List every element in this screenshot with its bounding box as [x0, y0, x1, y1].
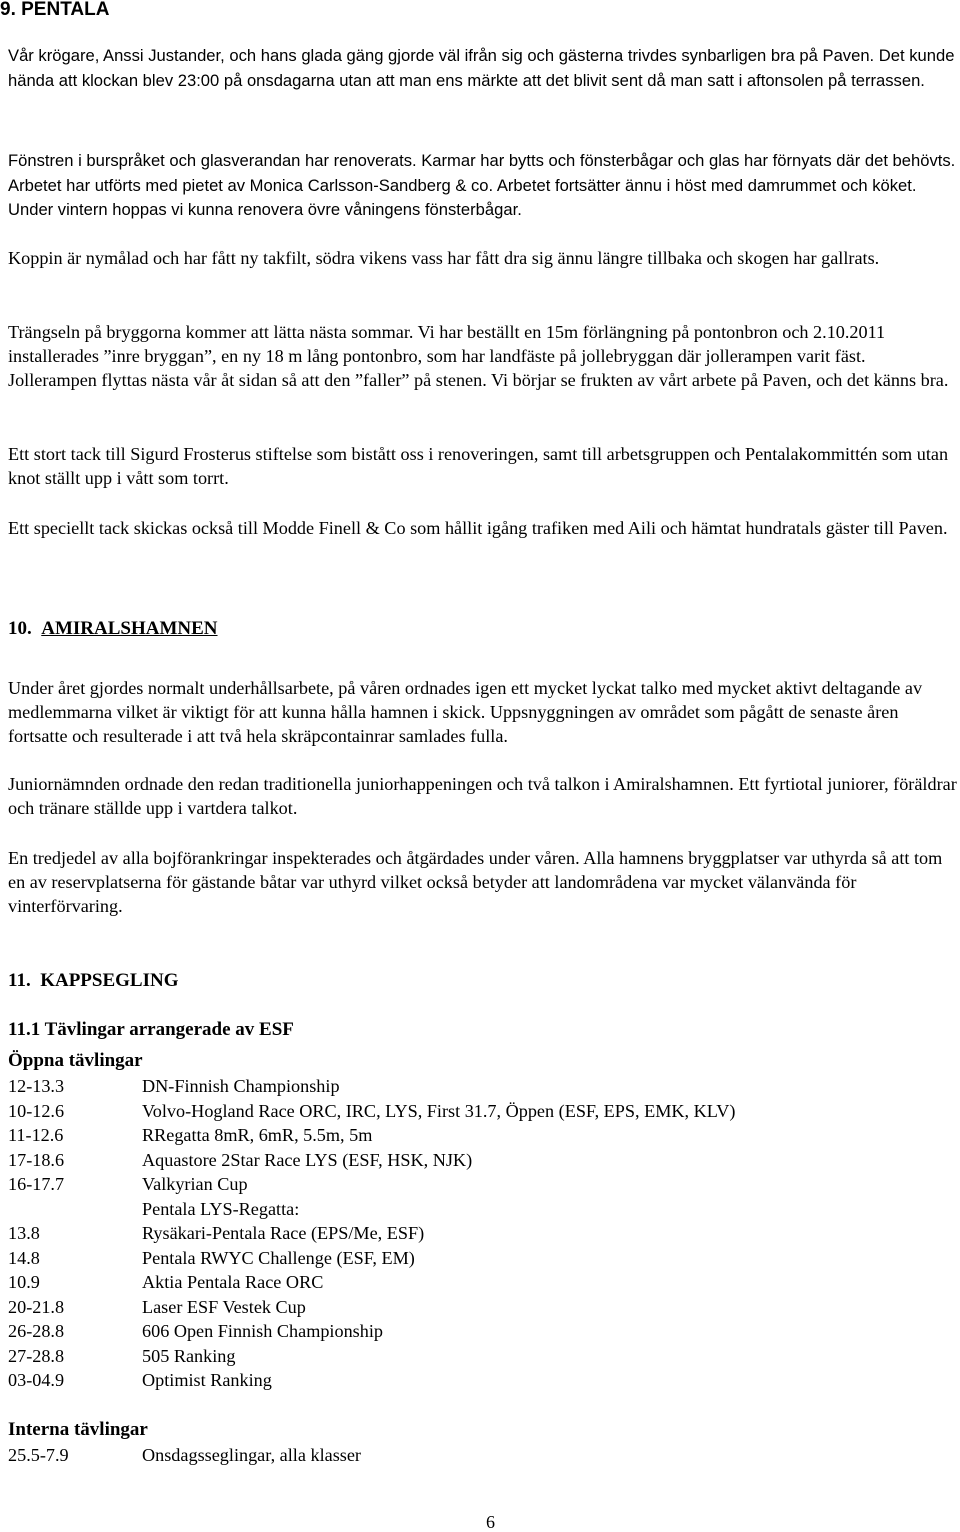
competition-event: Rysäkari-Pentala Race (EPS/Me, ESF) — [142, 1223, 425, 1243]
competition-date: 12-13.3 — [8, 1076, 65, 1096]
competition-row — [8, 1295, 958, 1319]
competition-date: 10-12.6 — [8, 1100, 65, 1121]
competition-row — [8, 1270, 958, 1294]
section-11-number: 11. — [8, 970, 31, 991]
section-9-paragraph-1: Vår krögare, Anssi Justander, och hans glada gäng gjorde väl ifrån sig och gästerna trivdes synbarligen bra på Paven. Det kunde hända att klockan blev 23:00 på onsdagarna utan att man ens märkte att det blivit sent då man satt i aftonsolen på terrassen. — [8, 46, 955, 90]
competition-date: 20-21.8 — [8, 1296, 65, 1317]
competition-event: Aktia Pentala Race ORC — [142, 1272, 324, 1292]
competition-event: RRegatta 8mR, 6mR, 5.5m, 5m — [142, 1125, 373, 1145]
section-10-paragraph-2: Juniornämnden ordnade den redan traditionella juniorhappeningen och två talkon i Amiralshamnen. Ett fyrtiotal juniorer, föräldrar och tränare ställde upp i vartdera talkot. — [8, 774, 957, 819]
competition-date: 25.5-7.9 — [8, 1445, 69, 1465]
section-10-title: AMIRALSHAMNEN — [41, 618, 218, 639]
competition-row — [8, 1074, 958, 1098]
competition-event: Optimist Ranking — [142, 1370, 272, 1390]
competition-date: 03-04.9 — [8, 1370, 65, 1390]
competition-row — [8, 1148, 958, 1172]
competition-event: Valkyrian Cup — [142, 1174, 248, 1194]
section-9-paragraph-4: Trängseln på bryggorna kommer att lätta nästa sommar. Vi har beställt en 15m förlängning på pontonbron och 2.10.2011 installerades ”inre bryggan”, en ny 18 m lång pontonbro, som har landfäste på jollebryggan där jollerampen varit fäst. Jollerampen flyttas nästa vår åt sidan så att den ”faller” på stenen. Vi börjar se frukten av vårt arbete på Paven, och det känns bra. — [8, 322, 949, 391]
competition-event: 505 Ranking — [142, 1345, 236, 1366]
competition-date: 26-28.8 — [8, 1321, 65, 1341]
section-10-paragraph-3: En tredjedel av alla bojförankringar inspekterades och åtgärdades under våren. Alla hamnens bryggplatser var uthyrda så att tom en av reservplatserna för gästande båtar var uthyrd vilket också betyder att landområdena var mycket välanvända för vinterförvaring. — [8, 848, 943, 917]
competition-row — [8, 1344, 958, 1368]
competition-row — [8, 1197, 958, 1221]
section-10-number: 10. — [8, 618, 32, 639]
competition-row — [8, 1368, 958, 1392]
competition-date: 16-17.7 — [8, 1174, 65, 1194]
competition-date: 13.8 — [8, 1223, 40, 1243]
section-9-paragraph-3: Koppin är nymålad och har fått ny takfilt, södra vikens vass har fått dra sig ännu längre tillbaka och skogen har gallrats. — [8, 248, 880, 268]
competition-date: 17-18.6 — [8, 1149, 65, 1170]
competition-event: Laser ESF Vestek Cup — [142, 1296, 306, 1317]
section-9-heading: 9. PENTALA — [0, 0, 110, 20]
open-competitions-heading: Öppna tävlingar — [8, 1050, 143, 1071]
section-9-paragraph-6: Ett speciellt tack skickas också till Modde Finell & Co som hållit igång trafiken med Aili och hämtat hundratals gäster till Paven. — [8, 518, 948, 538]
competition-row — [8, 1443, 958, 1467]
section-9-paragraph-5: Ett stort tack till Sigurd Frosterus stiftelse som bistått oss i renoveringen, samt till arbetsgruppen och Pentalakommittén som utan knot ställt upp i vått som torrt. — [8, 444, 949, 489]
subsection-11-1-heading: 11.1 Tävlingar arrangerade av ESF — [8, 1019, 294, 1040]
internal-competitions-heading: Interna tävlingar — [8, 1419, 148, 1440]
section-10-paragraph-1: Under året gjordes normalt underhållsarbete, på våren ordnades igen ett mycket lyckat talko med mycket aktivt deltagande av medlemmarna vilket är viktigt för att kunna hålla hamnen i skick. Uppsnyggningen av området som pågått de senaste åren fortsatte och resulterade i att två hela skräpcontainrar samlades fulla. — [8, 678, 923, 747]
competition-event: Onsdagsseglingar, alla klasser — [142, 1445, 361, 1465]
section-11-title: KAPPSEGLING — [40, 970, 179, 991]
competition-date: 10.9 — [8, 1272, 40, 1292]
competition-date: 11-12.6 — [8, 1125, 64, 1145]
competition-event: 606 Open Finnish Championship — [142, 1321, 383, 1341]
competition-event: Pentala LYS-Regatta: — [142, 1198, 300, 1219]
section-11-heading — [8, 970, 179, 992]
competition-event: Aquastore 2Star Race LYS (ESF, HSK, NJK) — [142, 1149, 473, 1170]
competition-row — [8, 1172, 958, 1196]
competition-event: Volvo-Hogland Race ORC, IRC, LYS, First 31.7, Öppen (ESF, EPS, EMK, KLV) — [142, 1100, 736, 1121]
competition-date: 27-28.8 — [8, 1345, 65, 1366]
competition-row — [8, 1099, 958, 1123]
section-9-paragraph-2: Fönstren i burspråket och glasverandan har renoverats. Karmar har bytts och fönsterbågar och glas har förnyats där det behövts. Arbetet har utförts med pietet av Monica Carlsson-Sandberg & co. Arbetet fortsätter ännu i höst med damrummet och köket. Under vintern hoppas vi kunna renovera övre våningens fönsterbågar. — [8, 151, 956, 220]
page-number: 6 — [486, 1512, 495, 1532]
competition-event: Pentala RWYC Challenge (ESF, EM) — [142, 1247, 415, 1268]
competition-row — [8, 1123, 958, 1147]
competition-row — [8, 1246, 958, 1270]
competition-event: DN-Finnish Championship — [142, 1076, 340, 1096]
section-10-heading — [8, 618, 218, 640]
competition-date: 14.8 — [8, 1247, 40, 1268]
competition-row — [8, 1221, 958, 1245]
competition-row — [8, 1319, 958, 1343]
